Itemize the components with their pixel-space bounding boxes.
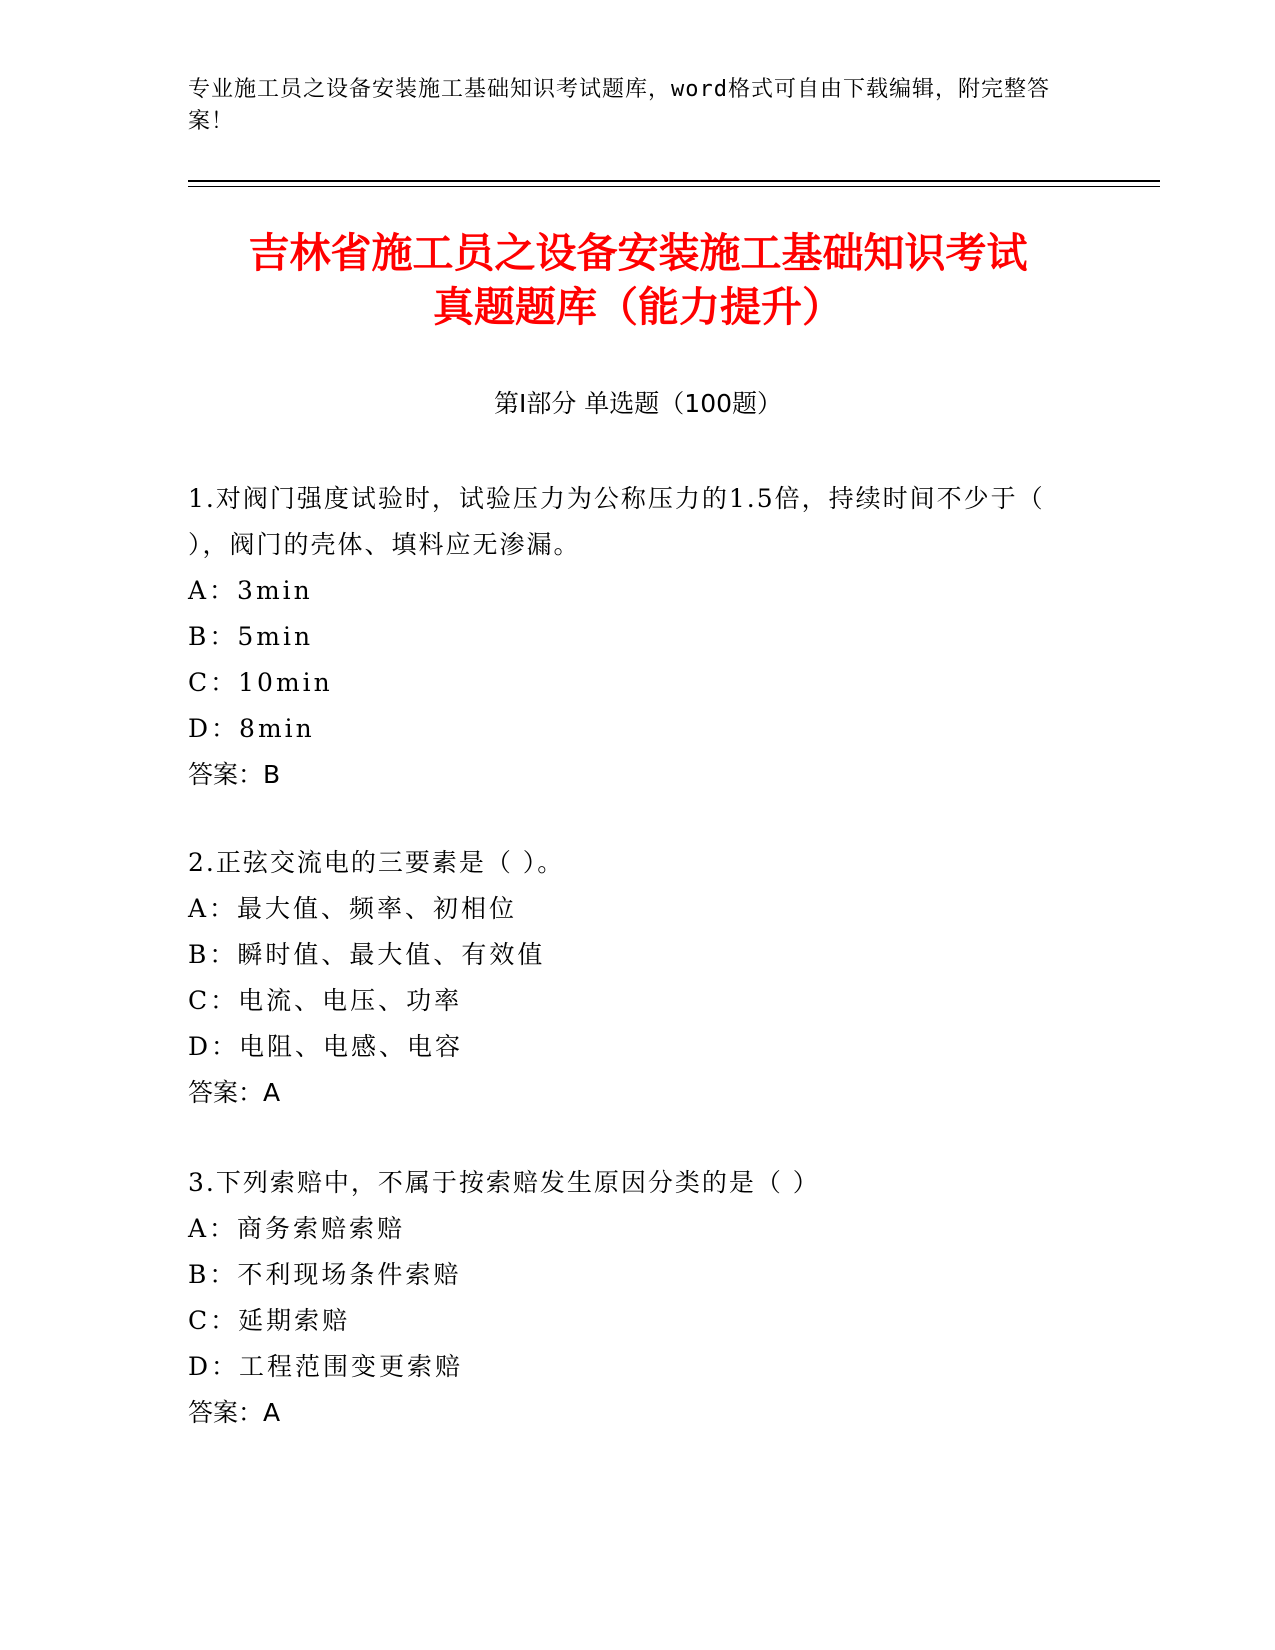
header-divider-thin: [188, 186, 1160, 187]
option-d: D：工程范围变更索赔: [188, 1352, 464, 1381]
option-a: A：3min: [188, 576, 313, 605]
question-3: [188, 1160, 1088, 1436]
option-c: C：电流、电压、功率: [188, 986, 463, 1015]
option-b: B：不利现场条件索赔: [188, 1260, 462, 1289]
option-d: D：电阻、电感、电容: [188, 1032, 464, 1061]
question-stem: 2.正弦交流电的三要素是（ ）。: [188, 848, 565, 877]
option-a: A：商务索赔索赔: [188, 1214, 406, 1243]
answer: 答案：B: [188, 760, 281, 789]
question-1: [188, 476, 1088, 798]
option-a: A：最大值、频率、初相位: [188, 894, 518, 923]
header-divider-thick: [188, 180, 1160, 182]
section-title: 第Ⅰ部分 单选题（100题）: [493, 389, 783, 418]
question-2: [188, 840, 1088, 1116]
option-b: B：5min: [188, 622, 314, 651]
option-b: B：瞬时值、最大值、有效值: [188, 940, 546, 969]
question-stem: 3.下列索赔中，不属于按索赔发生原因分类的是（ ）: [188, 1168, 820, 1197]
document-title-line-1: 吉林省施工员之设备安装施工基础知识考试: [248, 229, 1028, 277]
header-note: 专业施工员之设备安装施工基础知识考试题库，word格式可自由下载编辑，附完整答案！: [188, 77, 1050, 134]
question-stem: 1.对阀门强度试验时，试验压力为公称压力的1.5倍，持续时间不少于（ ），阀门的壳体、填料应无渗漏。: [188, 484, 1045, 559]
document-title-line-2: 真题题库（能力提升）: [433, 283, 843, 331]
answer: 答案：A: [188, 1078, 281, 1107]
option-c: C：10min: [188, 668, 333, 697]
document-title: [188, 226, 1088, 334]
answer: 答案：A: [188, 1398, 281, 1427]
option-c: C：延期索赔: [188, 1306, 351, 1335]
option-d: D：8min: [188, 714, 315, 743]
